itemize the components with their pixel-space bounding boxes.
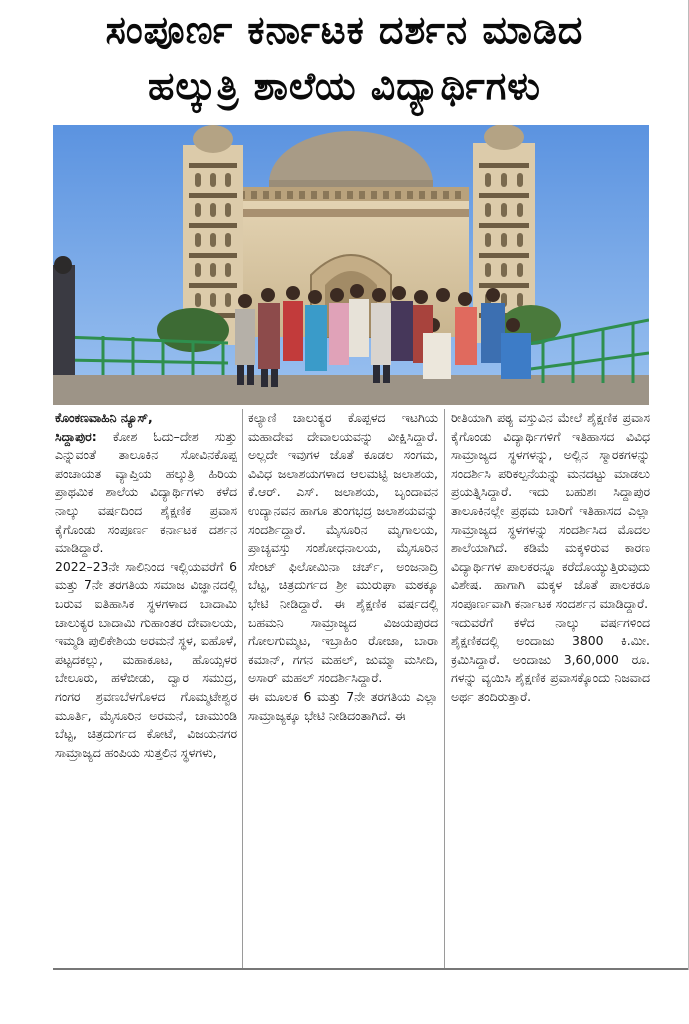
paragraph: ಈ ಮೂಲಕ 6 ಮತ್ತು 7ನೇ ತರಗತಿಯ ಎಲ್ಲಾ ಸಾಮ್ರಾಜ್ಯಕ್ಕೂ ಭೇಟಿ ನೀಡಿದಂತಾಗಿದೆ. ಈ — [248, 688, 438, 723]
paragraph: ಇದುವರೆಗೆ ಕಳೆದ ನಾಲ್ಕು ವರ್ಷಗಳಿಂದ ಶೈಕ್ಷಣಿಕದಲ್ಲಿ ಅಂದಾಜು 3800 ಕಿ.ಮೀ. ಕ್ರಮಿಸಿದ್ದಾರೆ. ಅಂದಾಜು 3,60,000 ರೂ. ಗಳನ್ನು ವ್ಯಯಿಸಿ ಶೈಕ್ಷಣಿಕ ಪ್ರವಾಸಕ್ಕೊಂದು ನಿಜವಾದ ಅರ್ಥ ತಂದಿರುತ್ತಾರೆ. — [451, 614, 650, 704]
headline-line-2: ಹಲ್ಕುತ್ರಿ ಶಾಲೆಯ ವಿದ್ಯಾರ್ಥಿಗಳು — [148, 64, 541, 108]
gol-gumbaz-group-photo — [53, 125, 649, 405]
paragraph: 2022–23ನೇ ಸಾಲಿನಿಂದ ಇಲ್ಲಿಯವರೆಗೆ 6 ಮತ್ತು 7ನೇ ತರಗತಿಯ ಸಮಾಜ ವಿಜ್ಞಾನದಲ್ಲಿ ಬರುವ ಐತಿಹಾಸಿಕ ಸ್ಥಳಗಳಾದ ಬಾದಾಮಿ ಚಾಲುಕ್ಯರ ಬಾದಾಮಿ ಗುಹಾಂತರ ದೇವಾಲಯ, ಇಮ್ಮಡಿ ಪುಲಿಕೇಶಿಯ ಅರಮನೆ ಸ್ಥಳ, ಐಹೊಳೆ, ಪಟ್ಟದಕಲ್ಲು, ಮಹಾಕೂಟ, ಹೊಯ್ಸಳರ ಬೇಲೂರು, ಹಳೆಬೀಡು, ದ್ವಾರ ಸಮುದ್ರ, ಗಂಗರ ಶ್ರವಣಬೆಳಗೊಳದ ಗೊಮ್ಮಟೇಶ್ವರ ಮೂರ್ತಿ, ಮೈಸೂರಿನ ಅರಮನೆ, ಚಾಮುಂಡಿ ಬೆಟ್ಟ, ಚಿತ್ರದುರ್ಗದ ಕೋಟೆ, ವಿಜಯನಗರ ಸಾಮ್ರಾಜ್ಯದ ಹಂಪಿಯ ಸುತ್ತಲಿನ ಸ್ಥಳಗಳು, — [55, 558, 237, 760]
headline-line-1: ಸಂಪೂರ್ಣ ಕರ್ನಾಟಕ ದರ್ಶನ ಮಾಡಿದ — [105, 8, 584, 52]
paragraph: ಸಿದ್ದಾಪುರ: ಕೋಶ ಓದು–ದೇಶ ಸುತ್ತು ಎನ್ನುವಂತೆ ತಾಲೂಕಿನ ಸೋವಿನಕೊಪ್ಪ ಪಂಚಾಯತ ವ್ಯಾಪ್ತಿಯ ಹಲ್ಕುತ್ರಿ ಹಿರಿಯ ಪ್ರಾಥಮಿಕ ಶಾಲೆಯ ವಿದ್ಯಾರ್ಥಿಗಳು ಕಳೆದ ನಾಲ್ಕು ವರ್ಷದಿಂದ ಶೈಕ್ಷಣಿಕ ಪ್ರವಾಸ ಕೈಗೊಂಡು ಸಂಪೂರ್ಣ ಕರ್ನಾಟಕ ದರ್ಶನ ಮಾಡಿದ್ದಾರೆ. — [55, 428, 237, 556]
dateline: ಸಿದ್ದಾಪುರ: — [55, 428, 97, 444]
paragraph: ರೀತಿಯಾಗಿ ಪಠ್ಯ ವಸ್ತುವಿನ ಮೇಲೆ ಶೈಕ್ಷಣಿಕ ಪ್ರವಾಸ ಕೈಗೊಂಡು ವಿದ್ಯಾರ್ಥಿಗಳಿಗೆ ಇತಿಹಾಸದ ವಿವಿಧ ಸಾಮ್ರಾಜ್ಯದ ಸ್ಥಳಗಳನ್ನು, ಅಲ್ಲಿನ ಸ್ಮಾರಕಗಳನ್ನು ಸಂದರ್ಶಿಸಿ ಪರಿಕಲ್ಪನೆಯನ್ನು ಮನದಟ್ಟು ಮಾಡಲು ಪ್ರಯತ್ನಿಸಿದ್ದಾರೆ. ಇದು ಬಹುಶಃ ಸಿದ್ದಾಪುರ ತಾಲೂಕಿನಲ್ಲೇ ಪ್ರಥಮ ಬಾರಿಗೆ ಇತಿಹಾಸದ ಎಲ್ಲಾ ಸಾಮ್ರಾಜ್ಯದ ಸ್ಥಳಗಳನ್ನು ಸಂದರ್ಶಿಸಿದ ಮೊದಲ ಶಾಲೆಯಾಗಿದೆ. ಕಡಿಮೆ ಮಕ್ಕಳಿರುವ ಕಾರಣ ವಿದ್ಯಾರ್ಥಿಗಳ ಪಾಲಕರನ್ನೂ ಕರೆದೊಯ್ಯುತ್ತಿರುವುದು ವಿಶೇಷ. ಹಾಗಾಗಿ ಮಕ್ಕಳ ಜೊತೆ ಪಾಲಕರೂ ಸಂಪೂರ್ಣವಾಗಿ ಕರ್ನಾಟಕ ಸಂದರ್ಶನ ಮಾಡಿದ್ದಾರೆ. — [451, 410, 650, 611]
byline: ಕೊಂಕಣವಾಹಿನಿ ನ್ಯೂಸ್, — [55, 410, 153, 425]
paragraph: ಕಲ್ಯಾಣಿ ಚಾಲುಕ್ಯರ ಕೊಪ್ಪಳದ ಇಟಗಿಯ ಮಹಾದೇವ ದೇವಾಲಯವನ್ನು ವೀಕ್ಷಿಸಿದ್ದಾರೆ. ಅಲ್ಲದೇ ಇವುಗಳ ಜೊತೆ ಕೂಡಲ ಸಂಗಮ, ವಿವಿಧ ಜಲಾಶಯಗಳಾದ ಆಲಮಟ್ಟಿ ಜಲಾಶಯ, ಕೆ.ಆರ್. ಎಸ್. ಜಲಾಶಯ, ಬೃಂದಾವನ ಉದ್ಯಾನವನ ಹಾಗೂ ತುಂಗಭದ್ರ ಜಲಾಶಯವನ್ನು ಸಂದರ್ಶಿದ್ದಾರೆ. ಮೈಸೂರಿನ ಮೃಗಾಲಯ, ಪ್ರಾಚ್ಯವಸ್ತು ಸಂಶೋಧನಾಲಯ, ಮೈಸೂರಿನ ಸೇಂಟ್ ಫಿಲೋಮಿನಾ ಚರ್ಚ್, ಅಂಜನಾದ್ರಿ ಬೆಟ್ಟ, ಚಿತ್ರದುರ್ಗದ ಶ್ರೀ ಮುರುಘಾ ಮಠಕ್ಕೂ ಭೇಟಿ ನೀಡಿದ್ದಾರೆ. ಈ ಶೈಕ್ಷಣಿಕ ವರ್ಷದಲ್ಲಿ ಬಹಮನಿ ಸಾಮ್ರಾಜ್ಯದ ವಿಜಯಪುರದ ಗೋಲಗುಮ್ಮಟ, ಇಬ್ರಾಹಿಂ ರೋಜಾ, ಬಾರಾ ಕಮಾನ್, ಗಗನ ಮಹಲ್, ಜುಮ್ಮಾ ಮಸೀದಿ, ಅಸಾರ್ ಮಹಲ್ ಸಂದರ್ಶಿಸಿದ್ದಾರೆ. — [248, 410, 438, 686]
column-rule-2 — [444, 409, 445, 969]
bottom-rule — [53, 968, 689, 970]
news-photo — [53, 125, 649, 405]
article-column-3 — [451, 409, 650, 969]
article-column-2 — [248, 409, 438, 969]
column-rule-1 — [242, 409, 243, 969]
article-column-1 — [55, 409, 237, 969]
